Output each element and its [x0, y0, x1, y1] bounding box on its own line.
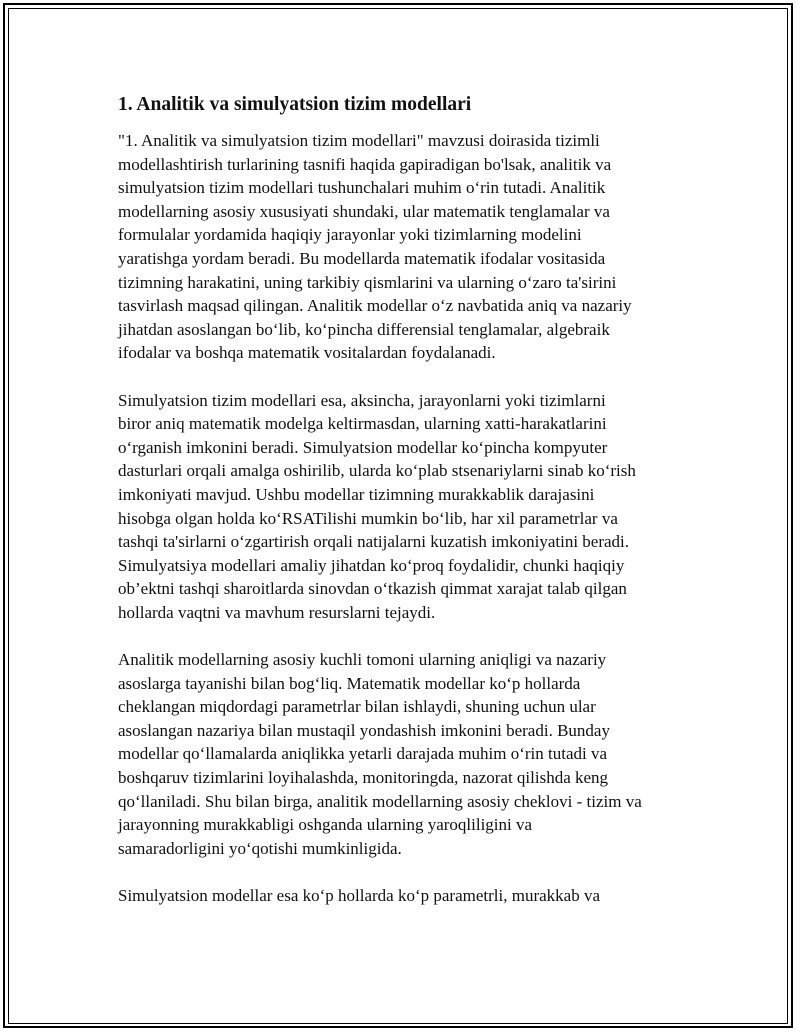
- text-line: biror aniq matematik modelga keltirmasdan, ularning xatti-harakatlarini: [118, 414, 607, 434]
- text-line: modellashtirish turlarining tasnifi haqida gapiradigan bo'lsak, analitik va: [118, 154, 612, 174]
- text-line: tashqi ta'sirlarni o‘zgartirish orqali natijalarni kuzatish imkoniyatini beradi.: [118, 532, 630, 552]
- text-line: tizimning harakatini, uning tarkibiy qismlarini va ularning o‘zaro ta'sirini: [118, 272, 617, 292]
- paragraphs-container: [118, 129, 708, 908]
- text-line: jihatdan asoslangan bo‘lib, ko‘pincha differensial tenglamalar, algebraik: [118, 319, 610, 339]
- text-line: "1. Analitik va simulyatsion tizim modellari" mavzusi doirasida tizimli: [118, 131, 600, 150]
- text-line: qo‘llaniladi. Shu bilan birga, analitik modellarning asosiy cheklovi - tizim va: [118, 791, 642, 811]
- text-line: modellarning asosiy xususiyati shundaki, ular matematik tenglamalar va: [118, 201, 610, 221]
- text-line: jarayonning murakkabligi oshganda ularning yaroqliligini va: [118, 815, 533, 835]
- text-line: Analitik modellarning asosiy kuchli tomoni ularning aniqligi va nazariy: [118, 650, 607, 670]
- text-line: samaradorligini yo‘qotishi mumkinligida.: [118, 838, 402, 858]
- text-line: tasvirlash maqsad qilingan. Analitik modellar o‘z navbatida aniq va nazariy: [118, 296, 632, 316]
- text-line: Simulyatsion modellar esa ko‘p hollarda ko‘p parametrli, murakkab va: [118, 886, 601, 905]
- paragraph: [118, 129, 708, 365]
- section-heading: 1. Analitik va simulyatsion tizim modellari: [118, 94, 472, 115]
- text-line: modellar qo‘llamalarda aniqlikka yetarli darajada muhim o‘rin tutadi va: [118, 744, 608, 764]
- text-line: formulalar yordamida haqiqiy jarayonlar yoki tizimlarning modelini: [118, 225, 582, 245]
- paragraph: [118, 648, 708, 860]
- text-line: asoslarga tayanishi bilan bog‘liq. Matematik modellar ko‘p hollarda: [118, 673, 581, 693]
- text-line: ifodalar va boshqa matematik vositalardan foydalanadi.: [118, 343, 496, 363]
- text-line: asoslangan nazariya bilan mustaqil yondashish imkonini beradi. Bunday: [118, 720, 610, 740]
- text-line: cheklangan miqdordagi parametrlar bilan ishlaydi, shuning uchun ular: [118, 697, 596, 717]
- paragraph: [118, 389, 708, 625]
- text-line: o‘rganish imkonini beradi. Simulyatsion modellar ko‘pincha kompyuter: [118, 437, 608, 457]
- document-body: [118, 92, 708, 931]
- text-line: yaratishga yordam beradi. Bu modellarda matematik ifodalar vositasida: [118, 248, 606, 268]
- text-line: boshqaruv tizimlarini loyihalashda, monitoringda, nazorat qilishda keng: [118, 768, 609, 788]
- text-line: ob’ektni tashqi sharoitlarda sinovdan o‘tkazish qimmat xarajat talab qilgan: [118, 579, 627, 599]
- text-line: Simulyatsiya modellari amaliy jihatdan ko‘proq foydalidir, chunki haqiqiy: [118, 555, 625, 575]
- paragraph: [118, 884, 708, 908]
- text-line: dasturlari orqali amalga oshirilib, ularda ko‘plab stsenariylarni sinab ko‘rish: [118, 461, 636, 481]
- text-line: simulyatsion tizim modellari tushunchalari muhim o‘rin tutadi. Analitik: [118, 178, 606, 198]
- text-line: Simulyatsion tizim modellari esa, aksincha, jarayonlarni yoki tizimlarni: [118, 390, 606, 410]
- text-line: imkoniyati mavjud. Ushbu modellar tizimning murakkablik darajasini: [118, 484, 595, 504]
- text-line: hollarda vaqtni va mavhum resurslarni tejaydi.: [118, 602, 436, 622]
- text-line: hisobga olgan holda ko‘RSATilishi mumkin bo‘lib, har xil parametrlar va: [118, 508, 618, 528]
